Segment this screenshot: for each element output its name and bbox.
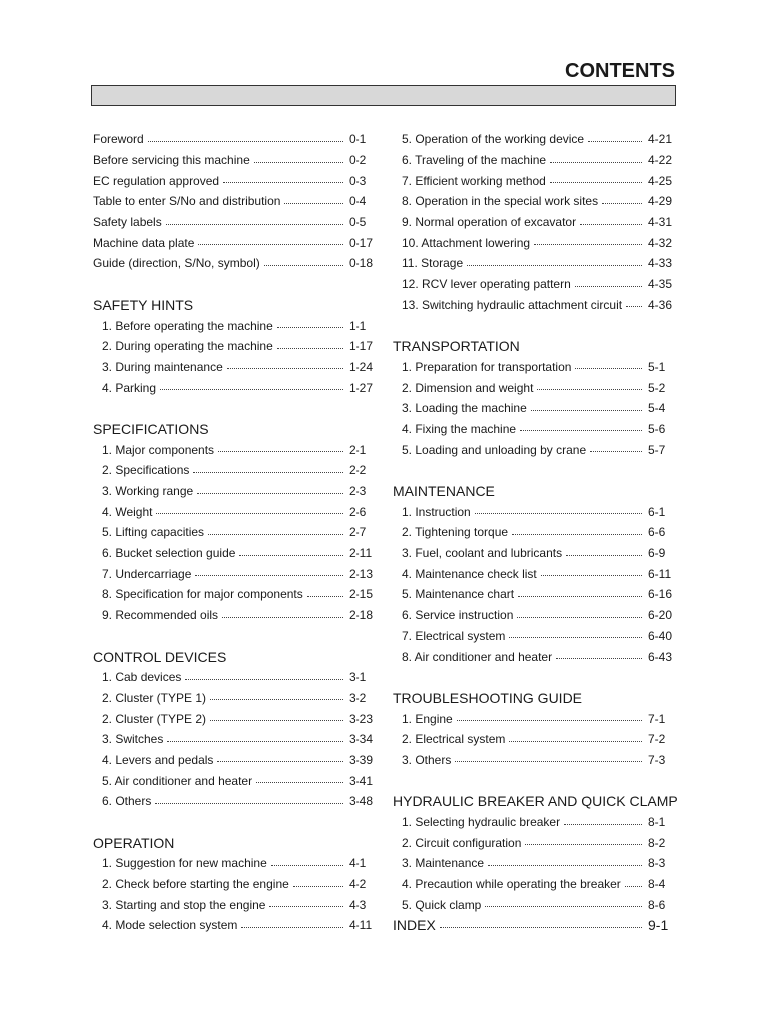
toc-entry[interactable]	[93, 522, 377, 543]
page-number: 1-17	[349, 339, 374, 354]
dot-leader	[537, 389, 642, 390]
toc-entry-title: 1. Selecting hydraulic breaker	[402, 815, 561, 830]
toc-entry-title: 1. Cab devices	[102, 670, 182, 685]
page-title: CONTENTS	[565, 60, 675, 82]
toc-entry[interactable]	[93, 170, 377, 191]
toc-entry[interactable]	[393, 543, 676, 564]
section-heading[interactable]	[393, 915, 676, 936]
page-number: 6-1	[648, 504, 666, 519]
dot-leader	[520, 430, 642, 431]
page-number: 6-43	[648, 649, 673, 664]
toc-entry[interactable]	[393, 191, 676, 212]
toc-entry[interactable]	[93, 150, 377, 171]
dot-leader	[185, 679, 343, 680]
page-number: 0-4	[349, 194, 367, 209]
section-spacer	[393, 315, 676, 336]
section-heading	[393, 481, 676, 502]
section-heading-text: TRANSPORTATION	[393, 338, 520, 355]
toc-entry[interactable]	[393, 129, 676, 150]
dot-leader	[195, 575, 343, 576]
toc-entry[interactable]	[93, 543, 377, 564]
dot-leader	[575, 368, 642, 369]
toc-entry-title: Before servicing this machine	[93, 153, 250, 168]
toc-entry-title: 9. Recommended oils	[102, 608, 219, 623]
toc-entry-title: 7. Electrical system	[402, 628, 506, 643]
page-number: 6-20	[648, 608, 673, 623]
page-number: 4-36	[648, 297, 673, 312]
page-number: 2-11	[349, 546, 373, 561]
page-number: 3-1	[349, 670, 367, 685]
contents-right-column	[393, 129, 676, 936]
section-heading	[93, 419, 377, 440]
toc-entry-title: Safety labels	[93, 215, 162, 230]
dot-leader	[455, 761, 642, 762]
toc-entry[interactable]	[393, 274, 676, 295]
dot-leader	[307, 596, 343, 597]
toc-entry-title: 1. Before operating the machine	[102, 318, 273, 333]
page-number: 6-9	[648, 546, 666, 561]
toc-entry[interactable]	[393, 750, 676, 771]
page-number: 7-2	[648, 732, 666, 747]
dot-leader	[167, 741, 343, 742]
page-number: 4-1	[349, 856, 367, 871]
toc-entry-title: Machine data plate	[93, 235, 195, 250]
toc-entry-title: 5. Maintenance chart	[402, 587, 515, 602]
toc-entry-title: 2. Dimension and weight	[402, 380, 534, 395]
toc-entry-title: 4. Precaution while operating the breaker	[402, 877, 621, 892]
toc-entry-title: 3. Loading the machine	[402, 401, 527, 416]
toc-entry[interactable]	[93, 336, 377, 357]
section-heading-text: INDEX	[393, 917, 436, 934]
title-bar	[91, 85, 676, 106]
page-number: 5-6	[648, 421, 666, 436]
page-number: 7-3	[648, 752, 666, 767]
page-number: 4-11	[349, 918, 373, 933]
toc-entry-title: 2. Specifications	[102, 463, 190, 478]
toc-entry[interactable]	[93, 315, 377, 336]
dot-leader	[193, 472, 343, 473]
toc-entry-title: Foreword	[93, 132, 144, 147]
toc-entry[interactable]	[393, 377, 676, 398]
toc-entry[interactable]	[93, 667, 377, 688]
page-number: 4-3	[349, 897, 367, 912]
toc-entry[interactable]	[93, 191, 377, 212]
page-number: 4-2	[349, 877, 367, 892]
toc-entry-title: 4. Weight	[102, 504, 153, 519]
dot-leader	[564, 824, 642, 825]
toc-entry-title: 3. During maintenance	[102, 359, 223, 374]
toc-entry-title: EC regulation approved	[93, 173, 220, 188]
toc-entry[interactable]	[393, 563, 676, 584]
toc-entry-title: 6. Others	[102, 794, 152, 809]
section-heading-text: CONTROL DEVICES	[93, 648, 227, 665]
page-number: 4-35	[648, 277, 673, 292]
toc-entry-title: 3. Starting and stop the engine	[102, 897, 266, 912]
toc-entry-title: 4. Mode selection system	[102, 918, 238, 933]
section-heading-text: SAFETY HINTS	[93, 296, 194, 313]
dot-leader	[541, 575, 642, 576]
dot-leader	[277, 327, 343, 328]
toc-entry-title: 9. Normal operation of excavator	[402, 215, 577, 230]
page-number: 8-3	[648, 856, 666, 871]
toc-entry-title: 1. Major components	[102, 442, 215, 457]
dot-leader	[166, 224, 343, 225]
dot-leader	[284, 203, 343, 204]
section-heading-text: MAINTENANCE	[393, 483, 495, 500]
page-number: 0-5	[349, 215, 367, 230]
page-number: 0-18	[349, 256, 374, 271]
dot-leader	[509, 637, 642, 638]
section-spacer	[93, 812, 377, 833]
dot-leader	[580, 224, 642, 225]
section-spacer	[93, 274, 377, 295]
page-number: 9-1	[648, 917, 669, 934]
section-heading-text: TROUBLESHOOTING GUIDE	[393, 689, 583, 706]
toc-entry-title: 2. Circuit configuration	[402, 835, 522, 850]
toc-entry[interactable]	[393, 295, 676, 316]
page-number: 3-41	[349, 773, 374, 788]
page-number: 1-24	[349, 359, 374, 374]
dot-leader	[210, 699, 343, 700]
toc-entry[interactable]	[93, 460, 377, 481]
toc-entry[interactable]	[93, 212, 377, 233]
dot-leader	[264, 265, 343, 266]
dot-leader	[525, 844, 642, 845]
toc-entry-title: 1. Engine	[402, 711, 453, 726]
toc-entry[interactable]	[93, 874, 377, 895]
toc-entry-title: 8. Specification for major components	[102, 587, 303, 602]
toc-entry[interactable]	[93, 357, 377, 378]
dot-leader	[210, 720, 343, 721]
toc-entry-title: 6. Service instruction	[402, 608, 514, 623]
toc-entry[interactable]	[393, 708, 676, 729]
toc-entry[interactable]	[93, 688, 377, 709]
page-number: 5-1	[648, 359, 666, 374]
toc-entry[interactable]	[393, 812, 676, 833]
page-number: 8-2	[648, 835, 666, 850]
toc-entry-title: 4. Levers and pedals	[102, 752, 214, 767]
dot-leader	[217, 761, 343, 762]
toc-entry[interactable]	[393, 646, 676, 667]
dot-leader	[626, 306, 642, 307]
dot-leader	[256, 782, 343, 783]
toc-entry[interactable]	[393, 853, 676, 874]
toc-entry-title: 13. Switching hydraulic attachment circuit	[402, 297, 623, 312]
toc-entry[interactable]	[93, 563, 377, 584]
toc-entry[interactable]	[93, 439, 377, 460]
toc-entry-title: 3. Others	[402, 752, 452, 767]
toc-entry-title: 10. Attachment lowering	[402, 235, 531, 250]
dot-leader	[227, 368, 343, 369]
dot-leader	[467, 265, 642, 266]
dot-leader	[556, 658, 642, 659]
toc-entry[interactable]	[393, 832, 676, 853]
page-number: 7-1	[648, 711, 666, 726]
toc-entry[interactable]	[93, 501, 377, 522]
dot-leader	[517, 617, 642, 618]
toc-entry[interactable]	[393, 729, 676, 750]
section-heading-text: SPECIFICATIONS	[93, 420, 209, 437]
toc-entry[interactable]	[93, 729, 377, 750]
toc-entry-title: 5. Operation of the working device	[402, 132, 585, 147]
dot-leader	[602, 203, 642, 204]
page-number: 4-21	[648, 132, 673, 147]
section-heading	[393, 791, 676, 812]
toc-entry-title: 1. Preparation for transportation	[402, 359, 572, 374]
page-number: 6-11	[648, 566, 672, 581]
page-number: 8-6	[648, 897, 666, 912]
page-number: 4-31	[648, 215, 673, 230]
toc-entry-title: 4. Parking	[102, 380, 157, 395]
section-spacer	[393, 667, 676, 688]
dot-leader	[277, 348, 343, 349]
toc-entry[interactable]	[393, 584, 676, 605]
dot-leader	[241, 927, 343, 928]
toc-entry-title: 8. Operation in the special work sites	[402, 194, 599, 209]
toc-entry[interactable]	[93, 894, 377, 915]
toc-entry[interactable]	[93, 232, 377, 253]
toc-entry[interactable]	[393, 894, 676, 915]
toc-entry-title: 8. Air conditioner and heater	[402, 649, 553, 664]
toc-entry-title: 11. Storage	[402, 256, 464, 271]
section-heading-text: HYDRAULIC BREAKER AND QUICK CLAMP	[393, 793, 678, 810]
toc-entry[interactable]	[393, 626, 676, 647]
dot-leader	[198, 244, 343, 245]
toc-entry[interactable]	[93, 584, 377, 605]
toc-entry-title: 2. Tightening torque	[402, 525, 509, 540]
dot-leader	[160, 389, 343, 390]
page-number: 3-2	[349, 690, 367, 705]
dot-leader	[534, 244, 642, 245]
dot-leader	[625, 886, 642, 887]
dot-leader	[485, 906, 642, 907]
page-number: 0-2	[349, 153, 367, 168]
page-number: 4-25	[648, 173, 673, 188]
toc-entry-title: 3. Switches	[102, 732, 164, 747]
toc-entry[interactable]	[393, 439, 676, 460]
page-number: 3-39	[349, 752, 374, 767]
dot-leader	[550, 162, 642, 163]
page-number: 6-40	[648, 628, 673, 643]
page-number: 4-22	[648, 153, 673, 168]
section-heading	[93, 646, 377, 667]
toc-entry-title: 5. Loading and unloading by crane	[402, 442, 587, 457]
page-number: 5-4	[648, 401, 666, 416]
toc-entry-title: 5. Lifting capacities	[102, 525, 205, 540]
contents-left-column	[93, 129, 377, 936]
section-heading	[393, 336, 676, 357]
dot-leader	[208, 534, 343, 535]
toc-entry-title: Guide (direction, S/No, symbol)	[93, 256, 260, 271]
dot-leader	[588, 141, 642, 142]
toc-entry[interactable]	[393, 398, 676, 419]
dot-leader	[197, 493, 343, 494]
dot-leader	[457, 720, 642, 721]
dot-leader	[269, 906, 343, 907]
toc-entry[interactable]	[393, 874, 676, 895]
page-number: 0-1	[349, 132, 367, 147]
toc-entry[interactable]	[93, 750, 377, 771]
toc-entry[interactable]	[93, 915, 377, 936]
dot-leader	[254, 162, 343, 163]
section-spacer	[93, 626, 377, 647]
section-heading	[93, 295, 377, 316]
page-number: 5-2	[648, 380, 666, 395]
toc-entry[interactable]	[93, 770, 377, 791]
page-number: 2-18	[349, 608, 374, 623]
dot-leader	[575, 286, 642, 287]
toc-entry[interactable]	[393, 150, 676, 171]
toc-entry[interactable]	[393, 170, 676, 191]
page-number: 2-7	[349, 525, 367, 540]
page-number: 3-48	[349, 794, 374, 809]
toc-entry[interactable]	[393, 522, 676, 543]
toc-entry[interactable]	[93, 605, 377, 626]
dot-leader	[475, 513, 642, 514]
toc-entry-title: Table to enter S/No and distribution	[93, 194, 281, 209]
toc-entry[interactable]	[93, 377, 377, 398]
toc-entry[interactable]	[393, 605, 676, 626]
page-number: 1-1	[349, 318, 367, 333]
page-number: 4-32	[648, 235, 673, 250]
dot-leader	[218, 451, 343, 452]
dot-leader	[590, 451, 642, 452]
dot-leader	[531, 410, 642, 411]
toc-entry[interactable]	[393, 253, 676, 274]
page-number: 2-15	[349, 587, 374, 602]
dot-leader	[271, 865, 343, 866]
dot-leader	[155, 803, 343, 804]
toc-entry-title: 1. Instruction	[402, 504, 471, 519]
page-number: 3-23	[349, 711, 374, 726]
toc-entry[interactable]	[393, 212, 676, 233]
toc-entry-title: 2. Cluster (TYPE 1)	[102, 690, 207, 705]
page-number: 2-6	[349, 504, 367, 519]
dot-leader	[293, 886, 343, 887]
page-number: 1-27	[349, 380, 374, 395]
dot-leader	[239, 555, 343, 556]
dot-leader	[550, 182, 642, 183]
toc-entry-title: 2. Cluster (TYPE 2)	[102, 711, 207, 726]
dot-leader	[148, 141, 343, 142]
page-number: 6-6	[648, 525, 666, 540]
page-number: 8-4	[648, 877, 666, 892]
section-heading	[93, 832, 377, 853]
dot-leader	[223, 182, 343, 183]
page-number: 8-1	[648, 815, 666, 830]
page-number: 0-3	[349, 173, 367, 188]
toc-entry[interactable]	[393, 232, 676, 253]
toc-entry-title: 5. Air conditioner and heater	[102, 773, 253, 788]
section-heading	[393, 688, 676, 709]
section-spacer	[393, 460, 676, 481]
toc-entry[interactable]	[93, 791, 377, 812]
page-number: 2-3	[349, 484, 367, 499]
toc-entry-title: 5. Quick clamp	[402, 897, 482, 912]
dot-leader	[566, 555, 642, 556]
toc-entry[interactable]	[93, 853, 377, 874]
page-number: 4-33	[648, 256, 673, 271]
toc-entry-title: 2. Check before starting the engine	[102, 877, 289, 892]
dot-leader	[488, 865, 642, 866]
page-number: 2-1	[349, 442, 367, 457]
page-number: 2-13	[349, 566, 374, 581]
page-number: 0-17	[349, 235, 374, 250]
toc-entry-title: 3. Working range	[102, 484, 194, 499]
dot-leader	[156, 513, 343, 514]
section-spacer	[93, 398, 377, 419]
toc-entry-title: 2. During operating the machine	[102, 339, 273, 354]
toc-entry-title: 4. Fixing the machine	[402, 421, 517, 436]
toc-entry[interactable]	[393, 419, 676, 440]
toc-entry-title: 6. Bucket selection guide	[102, 546, 236, 561]
toc-entry[interactable]	[93, 253, 377, 274]
toc-entry[interactable]	[393, 357, 676, 378]
dot-leader	[440, 927, 642, 928]
toc-entry[interactable]	[393, 501, 676, 522]
toc-entry[interactable]	[93, 708, 377, 729]
section-heading-text: OPERATION	[93, 834, 175, 851]
toc-entry[interactable]	[93, 481, 377, 502]
page-number: 5-7	[648, 442, 666, 457]
toc-entry[interactable]	[93, 129, 377, 150]
dot-leader	[518, 596, 642, 597]
toc-entry-title: 3. Fuel, coolant and lubricants	[402, 546, 563, 561]
toc-entry-title: 4. Maintenance check list	[402, 566, 537, 581]
section-spacer	[393, 770, 676, 791]
dot-leader	[512, 534, 642, 535]
page-number: 2-2	[349, 463, 367, 478]
page-number: 6-16	[648, 587, 673, 602]
page-number: 4-29	[648, 194, 673, 209]
toc-entry-title: 12. RCV lever operating pattern	[402, 277, 571, 292]
page-number: 3-34	[349, 732, 374, 747]
dot-leader	[509, 741, 642, 742]
toc-entry-title: 6. Traveling of the machine	[402, 153, 547, 168]
toc-entry-title: 3. Maintenance	[402, 856, 485, 871]
toc-entry-title: 1. Suggestion for new machine	[102, 856, 267, 871]
toc-entry-title: 7. Undercarriage	[102, 566, 192, 581]
dot-leader	[222, 617, 343, 618]
toc-entry-title: 2. Electrical system	[402, 732, 506, 747]
toc-entry-title: 7. Efficient working method	[402, 173, 546, 188]
